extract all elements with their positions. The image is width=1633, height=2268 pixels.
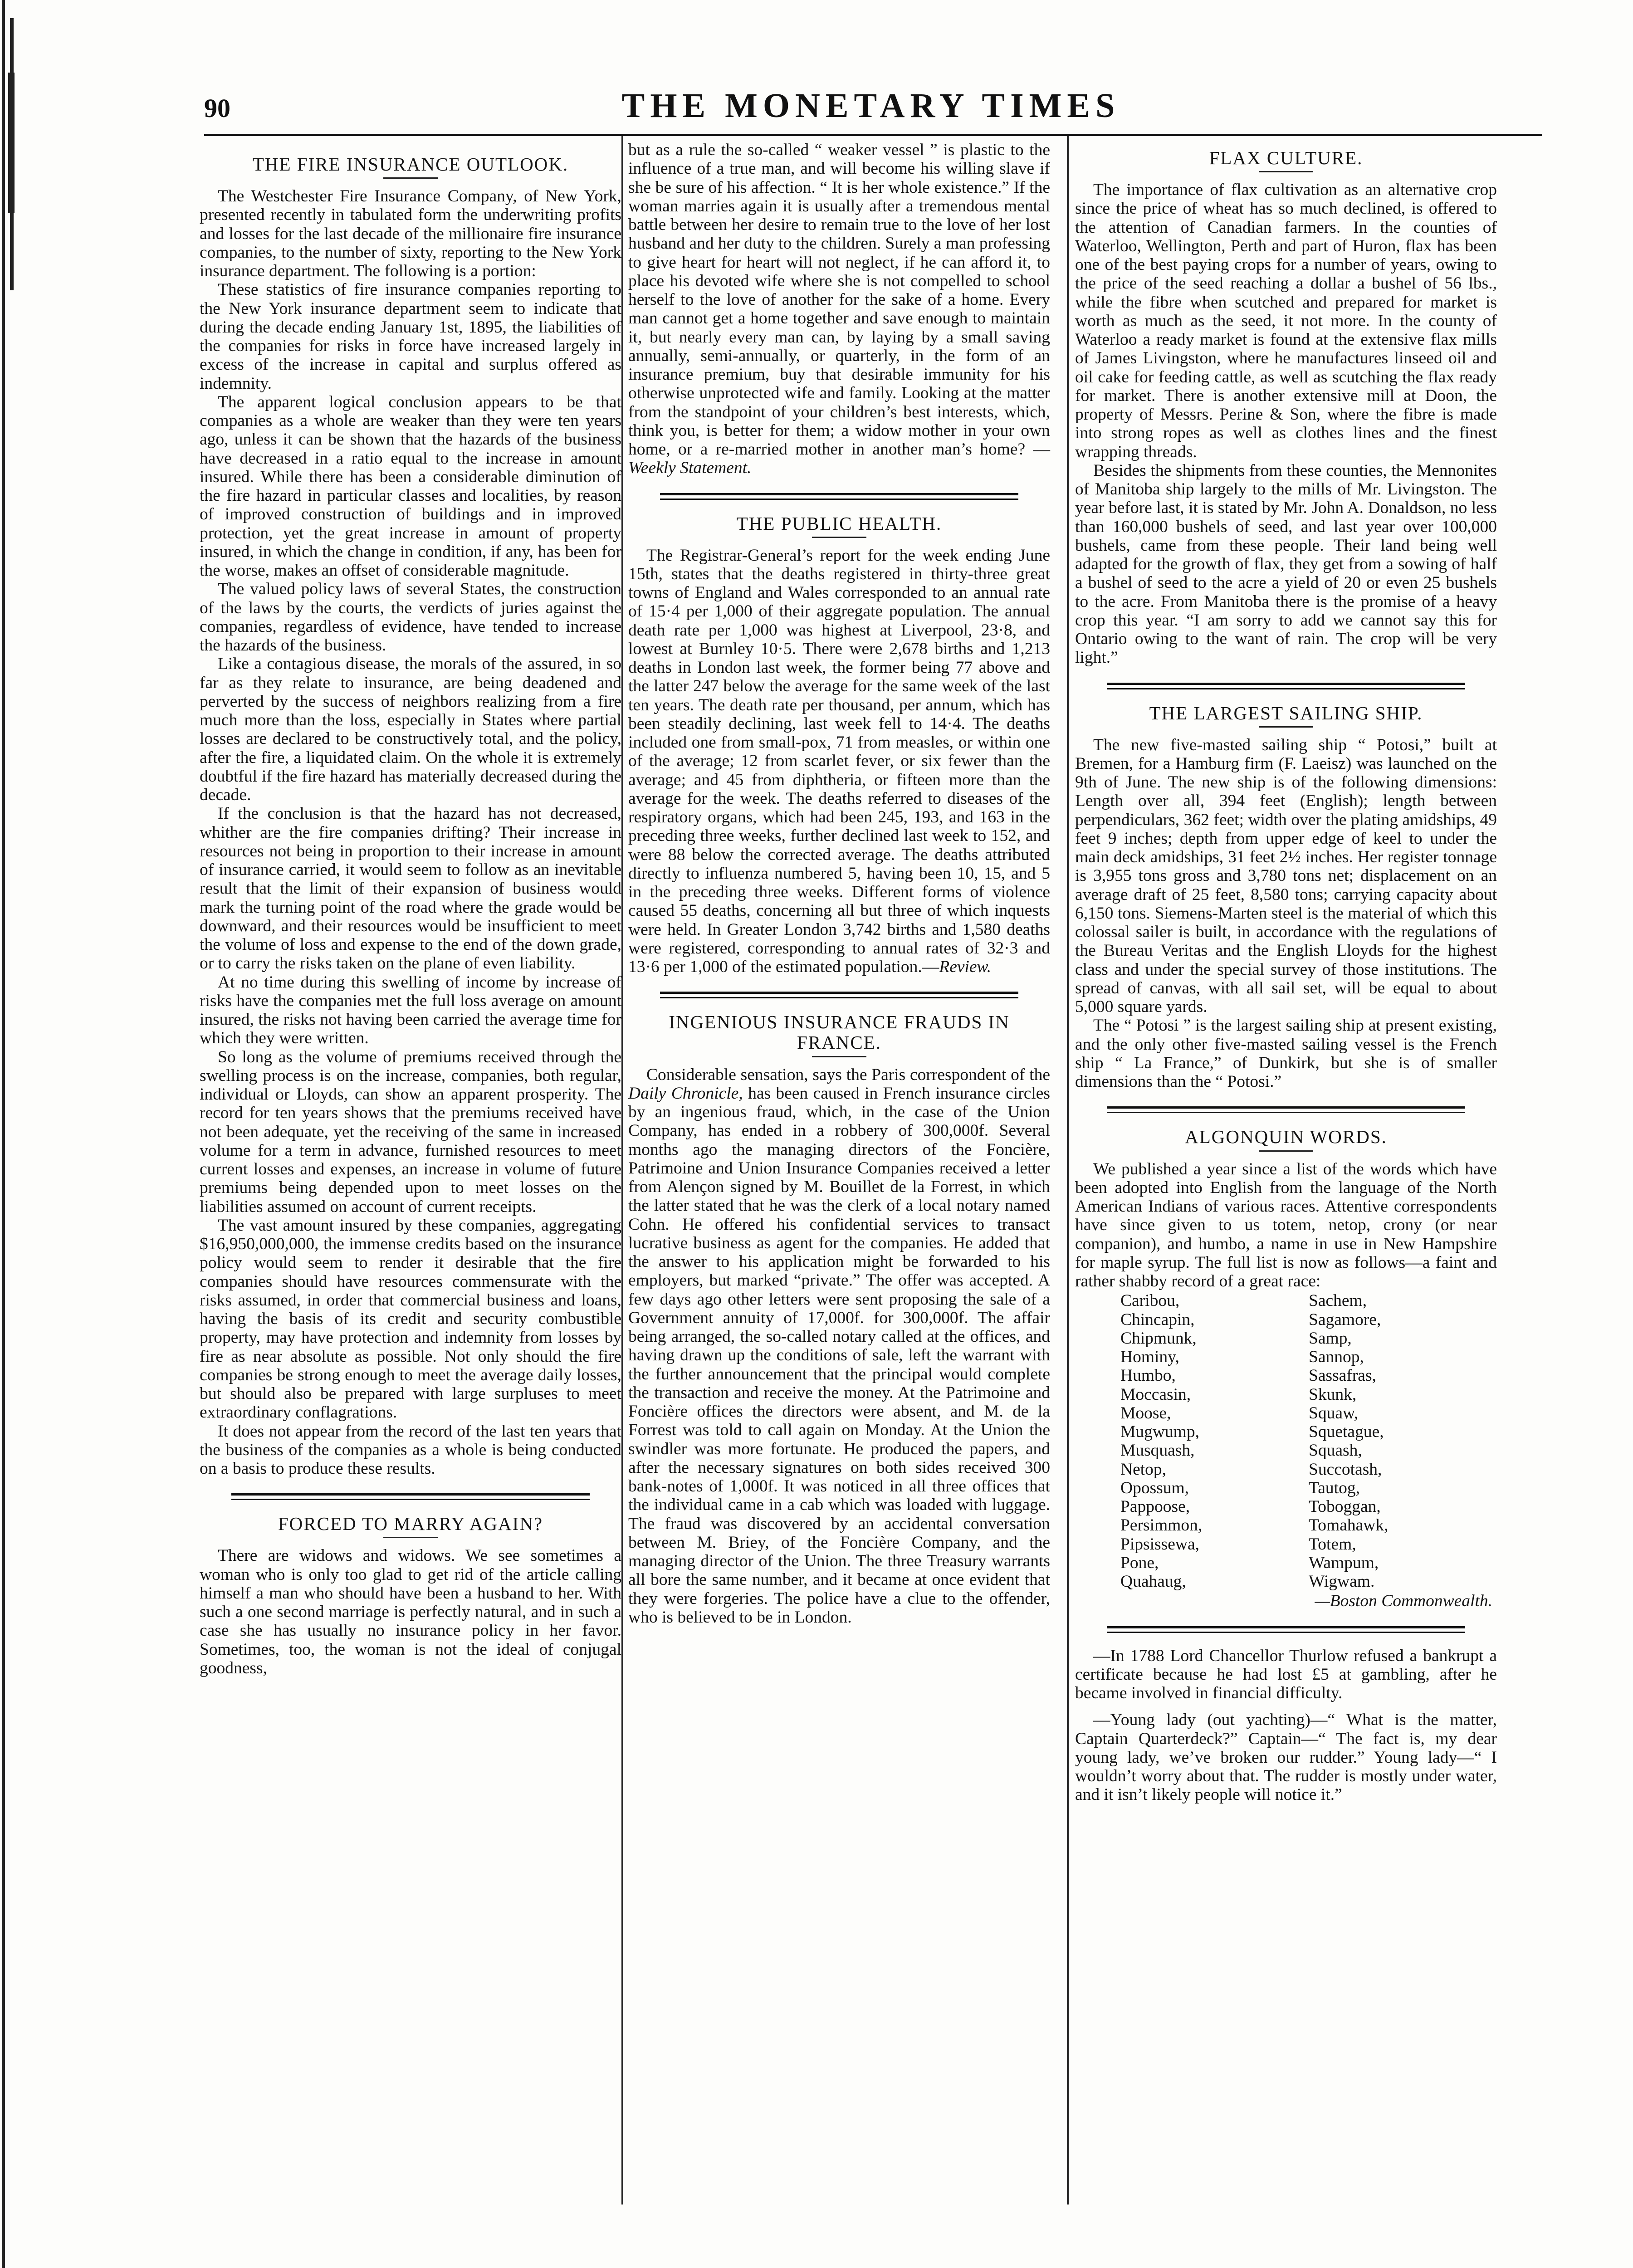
word-list-item: Hominy, — [1120, 1348, 1179, 1367]
page-header — [191, 79, 1551, 129]
word-list-item: Succotash, — [1309, 1460, 1382, 1479]
word-list-item: Mugwump, — [1120, 1422, 1199, 1442]
column-1 — [200, 141, 621, 1677]
word-list-item: Squash, — [1309, 1441, 1362, 1460]
paragraph — [628, 546, 1050, 977]
article-heading: INGENIOUS INSURANCE FRAUDS IN FRANCE. — [669, 1012, 1010, 1053]
paragraph: The “ Potosi ” is the largest sailing ship at present existing, and the only other five-masted sailing vessel is the French ship “ La France,” of Dunkirk, but she is of smaller dimensions than the “ Potosi.” — [1075, 1016, 1497, 1091]
word-list — [1075, 1291, 1497, 1591]
paragraph: The importance of flax cultivation as an alternative crop since the price of wheat has so much declined, is offered to the attention of Canadian farmers. In the counties of Waterloo, Wellington, Perth and part of Huron, flax has been one of the best paying crops for a number of years, owing to the price of the seed reaching a dollar a bushel of 56 lbs., while the fibre when scutched and prepared for market is worth as much as the seed, it not more. In the county of Waterloo a ready market is found at the extensive flax mills of James Livingston, where he manufactures linseed oil and oil cake for feeding cattle, as well as scutching the flax ready for market. There is another extensive mill at Doon, the property of Messrs. Perine & Son, where the fibre is made into strong ropes as well as clothes lines and the finest wrapping threads. — [1075, 181, 1497, 461]
word-list-item: Samp, — [1309, 1329, 1352, 1348]
word-list-item: Netop, — [1120, 1460, 1167, 1479]
paragraph: Besides the shipments from these counties, the Mennonites of Manitoba ship largely to the mills of Mr. Livingston. The year before last, it is stated by Mr. John A. Donaldson, no less than 160,000 bushels of seed, and last year over 100,000 bushels, came from these people. Their land being well adapted for the growth of flax, they get from a sowing of half a bushel of seed to the acre a yield of 20 or even 25 bushels to the acre. From Manitoba there is the promise of a heavy crop this year. “I am sorry to add we cannot say this for Ontario owing to the want of rain. The crop will be very light.” — [1075, 461, 1497, 667]
paragraph-text: The Registrar-General’s report for the week ending June 15th, states that the deaths registered in thirty-three great towns of England and Wales corresponded to an annual rate of 15·4 per 1,000 of their aggregate population. The annual death rate per 1,000 was highest at Liverpool, 23·8, and lowest at Burnley 10·5. There were 2,678 births and 1,213 deaths in London last week, the former being 77 above and the latter 247 below the average for the same week of the last ten years. The death rate per thousand, per annum, which has been steadily declining, last week fell to 14·4. The deaths included one from small-pox, 71 from measles, or within one of the average; 12 from scarlet fever, or six fewer than the average; and 45 from diphtheria, or fifteen more than the average for the week. The deaths referred to diseases of the respiratory organs, which had been 245, 193, and 163 in the preceding three weeks, further declined last week to 152, and were 88 below the corrected average. The deaths attributed directly to influenza numbered 5, having been 10, 15, and 5 in the preceding three weeks. Different forms of violence caused 55 deaths, concerning all but three of which inquests were held. In Greater London 3,742 births and 1,580 deaths were registered, corresponding to annual rates of 32·3 and 13·6 per 1,000 of the estimated population.— — [628, 546, 1050, 977]
section-rule — [660, 992, 1018, 998]
article-heading: ALGONQUIN WORDS. — [1185, 1126, 1387, 1148]
word-list-item: Sagamore, — [1309, 1310, 1381, 1329]
article-heading: THE PUBLIC HEALTH. — [736, 513, 942, 534]
word-list-item: Opossum, — [1120, 1478, 1189, 1497]
word-list-item: Pipsissewa, — [1120, 1535, 1199, 1554]
word-list-item: Squaw, — [1309, 1403, 1359, 1422]
word-list-item: Squetague, — [1309, 1422, 1384, 1442]
word-list-item: Pappoose, — [1120, 1497, 1190, 1516]
section-rule — [231, 1493, 590, 1500]
heading-dash — [1259, 171, 1313, 172]
word-list-item: Sachem, — [1309, 1291, 1367, 1310]
article-heading: FORCED TO MARRY AGAIN? — [278, 1513, 543, 1535]
word-list-item: Totem, — [1309, 1535, 1356, 1554]
word-list-item: Humbo, — [1120, 1366, 1176, 1385]
page-number: 90 — [204, 93, 230, 123]
section-rule — [660, 493, 1018, 500]
header-rule — [204, 134, 1542, 136]
paragraph: Like a contagious disease, the morals of the assured, in so far as they relate to insurance, are being deadened and perverted by the success of neighbors realizing from a fire much more than the loss, especially in States where partial losses are declared to be constructively total, and the policy, after the fire, a liquidated claim. On the whole it is extremely doubtful if the fire hazard has materially decreased during the decade. — [200, 655, 621, 805]
masthead-title: THE MONETARY TIMES — [621, 87, 1120, 125]
column-3 — [1075, 141, 1497, 1804]
article-heading: THE LARGEST SAILING SHIP. — [1149, 702, 1423, 723]
word-list-item: Tautog, — [1309, 1478, 1360, 1497]
paragraph: —Young lady (out yachting)—“ What is the matter, Captain Quarterdeck?” Captain—“ The fact is, my dear young lady, we’ve broken our rudder.” Young lady—“ I wouldn’t worry about that. The rudder is mostly under water, and it isn’t likely people will notice it.” — [1075, 1711, 1497, 1804]
source-credit: Review. — [939, 958, 992, 977]
binding-edge-mark — [8, 73, 15, 213]
paragraph: The vast amount insured by these companies, aggregating $16,950,000,000, the immense credits based on the insurance policy would seem to render it desirable that the fire companies should have resources commensurate with the risks assumed, in order that commercial business and loans, having the basis of its credit and security combustible property, may have protection and indemnity from losses by fire as near absolute as possible. Not only should the fire companies be strong enough to meet the average daily losses, but should also be prepared with large surpluses to meet extraordinary conflagrations. — [200, 1216, 621, 1422]
paragraph: If the conclusion is that the hazard has not decreased, whither are the fire companies drifting? Their increase in resources not being in proportion to their increase in amount of insurance carried, it would seem to follow as an inevitable result that the limit of their expansion of business would mark the turning point of the road where the grade would be downward, and their resources would be insufficient to meet the volume of loss and expense to the end of the down grade, or to carry the risks taken on the plane of even liability. — [200, 804, 621, 973]
word-list-item: Caribou, — [1120, 1291, 1180, 1310]
paragraph: The Westchester Fire Insurance Company, of New York, presented recently in tabulated form the underwriting profits and losses for the last decade of the millionaire fire insurance companies, to the number of sixty, reporting to the New York insurance department. The following is a portion: — [200, 187, 621, 281]
paragraph: It does not appear from the record of the last ten years that the business of the companies as a whole is being conducted on a basis to produce these results. — [200, 1422, 621, 1478]
paragraph — [628, 141, 1050, 478]
paragraph-text: has been caused in French insurance circles by an ingenious fraud, which, in the case of the Union Company, has ended in a robbery of 300,000f. Several months ago the managing directors of the Foncière, Patrimoine and Union Insurance Companies received a letter from Alençon signed by M. Bouillet de la Forrest, in which the latter stated that he was the clerk of a local notary named Cohn. He offered his confidential services to transact lucrative business as agent for the companies. He added that the answer to his application might be forwarded to his employers, but marked “private.” The offer was accepted. A few days ago other letters were sent proposing the sale of a Government annuity of 17,000f. for 300,000f. The affair being arranged, the so-called notary called at the offices, and having drawn up the conditions of sale, left the warrant with the further announcement that the principal would complete the transaction and receive the money. At the Patrimoine and Foncière offices the directors were absent, and M. de la Forrest was told to call again on Monday. At the Union the swindler was more fortunate. He produced the papers, and after the necessary signatures on both sides received 300 bank-notes of 1,000f. It was noticed in all three offices that the individual came in a cab which was loaded with luggage. The fraud was discovered by an accidental conversation between M. Briey, of the Foncière Company, and the managing director of the Union. The three Treasury warrants all bore the same number, and it became at once evident that they were forgeries. The police have a clue to the offender, who is believed to be in London. — [628, 1084, 1051, 1627]
paragraph: The valued policy laws of several States, the construction of the laws by the courts, the verdicts of juries against the companies, regardless of evidence, have tended to increase the hazards of the business. — [200, 580, 621, 655]
column-divider — [621, 136, 623, 2204]
paragraph-text: Considerable sensation, says the Paris correspondent of the — [646, 1065, 1050, 1084]
column-divider — [1067, 136, 1069, 2204]
word-list-item: Chincapin, — [1120, 1310, 1195, 1329]
heading-dash — [1259, 726, 1313, 728]
word-list-item: Chipmunk, — [1120, 1329, 1197, 1348]
source-credit: Weekly Statement. — [628, 459, 752, 478]
heading-dash — [383, 177, 438, 179]
paragraph: The new five-masted sailing ship “ Potosi,” built at Bremen, for a Hamburg firm (F. Laeisz) was launched on the 9th of June. The new ship is of the following dimensions: Length over all, 394 feet (English); length between perpendiculars, 362 feet; width over the plating amidships, 49 feet 9 inches; depth from upper edge of keel to under the main deck amidships, 31 feet 2½ inches. Her register tonnage is 3,955 tons gross and 3,780 tons net; displacement on an average draft of 25 feet, 8,580 tons; carrying capacity about 6,150 tons. Siemens-Marten steel is the material of which this colossal sailer is built, in accordance with the regulations of the Bureau Veritas and the English Lloyds for the highest class and under the special survey of those institutions. The spread of canvas, with all sail set, will be equal to about 5,000 square yards. — [1075, 735, 1497, 1017]
heading-dash — [1259, 1150, 1313, 1152]
word-list-item: Tomahawk, — [1309, 1516, 1389, 1535]
word-list-item: Wigwam. — [1309, 1572, 1375, 1591]
paragraph — [628, 1066, 1050, 1627]
word-list-item: Pone, — [1120, 1553, 1159, 1572]
paragraph: The apparent logical conclusion appears to be that companies as a whole are weaker than they were ten years ago, unless it can be shown that the hazards of the business have decreased in a ratio equal to the increase in amount insured. While there has been a considerable diminution of the fire hazard in particular classes and localities, by reason of improved construction of buildings and in improved protection, yet the great increase in amount of property insured, in which the change in condition, if any, has been for the worse, makes an offset of considerable magnitude. — [200, 392, 621, 580]
paragraph: So long as the volume of premiums received through the swelling process is on the increase, companies, both regular, individual or Lloyds, can show an apparent prosperity. The record for ten years shows that the premiums received have not been adequate, yet the receiving of the same in increased volume for a term in advance, furnished resources to meet current losses and expenses, an increase in volume of future premiums being depended upon to meet losses on the liabilities assumed on account of current receipts. — [200, 1047, 621, 1216]
section-rule — [1107, 1626, 1465, 1633]
word-list-item: Wampum, — [1309, 1553, 1379, 1572]
word-list-item: Quahaug, — [1120, 1572, 1186, 1591]
section-rule — [1107, 683, 1465, 689]
word-list-item: Sassafras, — [1309, 1366, 1376, 1385]
paragraph: There are widows and widows. We see sometimes a woman who is only too glad to get rid of the article calling himself a man who should have been a husband to her. With such a one second marriage is perfectly natural, and in such a case she has usually no insurance policy in her favor. Sometimes, too, the woman is not the ideal of conjugal goodness, — [200, 1546, 621, 1677]
heading-dash — [383, 1537, 438, 1538]
heading-dash — [812, 537, 866, 538]
word-list-item: Toboggan, — [1309, 1497, 1381, 1516]
source-credit: —Boston Commonwealth. — [1315, 1592, 1492, 1611]
article-heading: FLAX CULTURE. — [1209, 147, 1363, 168]
newspaper-name: Daily Chronicle, — [628, 1084, 743, 1103]
binding-edge-mark — [2, 0, 5, 2268]
continued-text: but as a rule the so-called “ weaker vessel ” is plastic to the influence of a true man, and will become his willing slave if she be sure of his affection. “ It is her whole existence.” If the woman marries again it is usually after a tremendous mental battle between her desire to remain true to the love of her lost husband and her duty to the children. Surely a man professing to give heart for heart will not neglect, if he can afford it, to place his devoted wife where she is not compelled to school herself to the love of another for the sake of a home. Every man cannot get a home together and save enough to maintain it, but nearly every man can, by laying by a small saving annually, semi-annually, or quarterly, in the form of an insurance premium, buy that desirable immunity for his otherwise unprotected wife and family. Looking at the matter from the standpoint of your children’s best interests, which, think you, is better for them; a widow mother in your own home, or a re-married mother in another man’s home? — — [628, 141, 1050, 459]
section-rule — [1107, 1106, 1465, 1113]
word-list-item: Musquash, — [1120, 1441, 1195, 1460]
article-heading: THE FIRE INSURANCE OUTLOOK. — [252, 154, 569, 175]
column-2 — [628, 141, 1050, 1627]
paragraph: We published a year since a list of the words which have been adopted into English from the language of the North American Indians of various races. Attentive correspondents have since given to us totem, netop, crony (or near companion), and humbo, a name in use in New Hampshire for maple syrup. The full list is now as follows—a faint and rather shabby record of a great race: — [1075, 1159, 1497, 1291]
paragraph: At no time during this swelling of income by increase of risks have the companies met the full loss average on amount insured, the risks not having been carried the average time for which they were written. — [200, 973, 621, 1048]
word-list-item: Persimmon, — [1120, 1516, 1203, 1535]
word-list-item: Sannop, — [1309, 1348, 1364, 1367]
heading-dash — [812, 1056, 866, 1057]
paragraph: These statistics of fire insurance companies reporting to the New York insurance department seem to indicate that during the decade ending January 1st, 1895, the liabilities of the companies for risks in force have increased largely in excess of the increase in capital and surplus offered as indemnity. — [200, 280, 621, 393]
paragraph: —In 1788 Lord Chancellor Thurlow refused a bankrupt a certificate because he had lost £5 at gambling, after he became involved in financial difficulty. — [1075, 1646, 1497, 1703]
word-list-item: Moose, — [1120, 1403, 1171, 1422]
word-list-item: Moccasin, — [1120, 1385, 1191, 1404]
word-list-item: Skunk, — [1309, 1385, 1357, 1404]
